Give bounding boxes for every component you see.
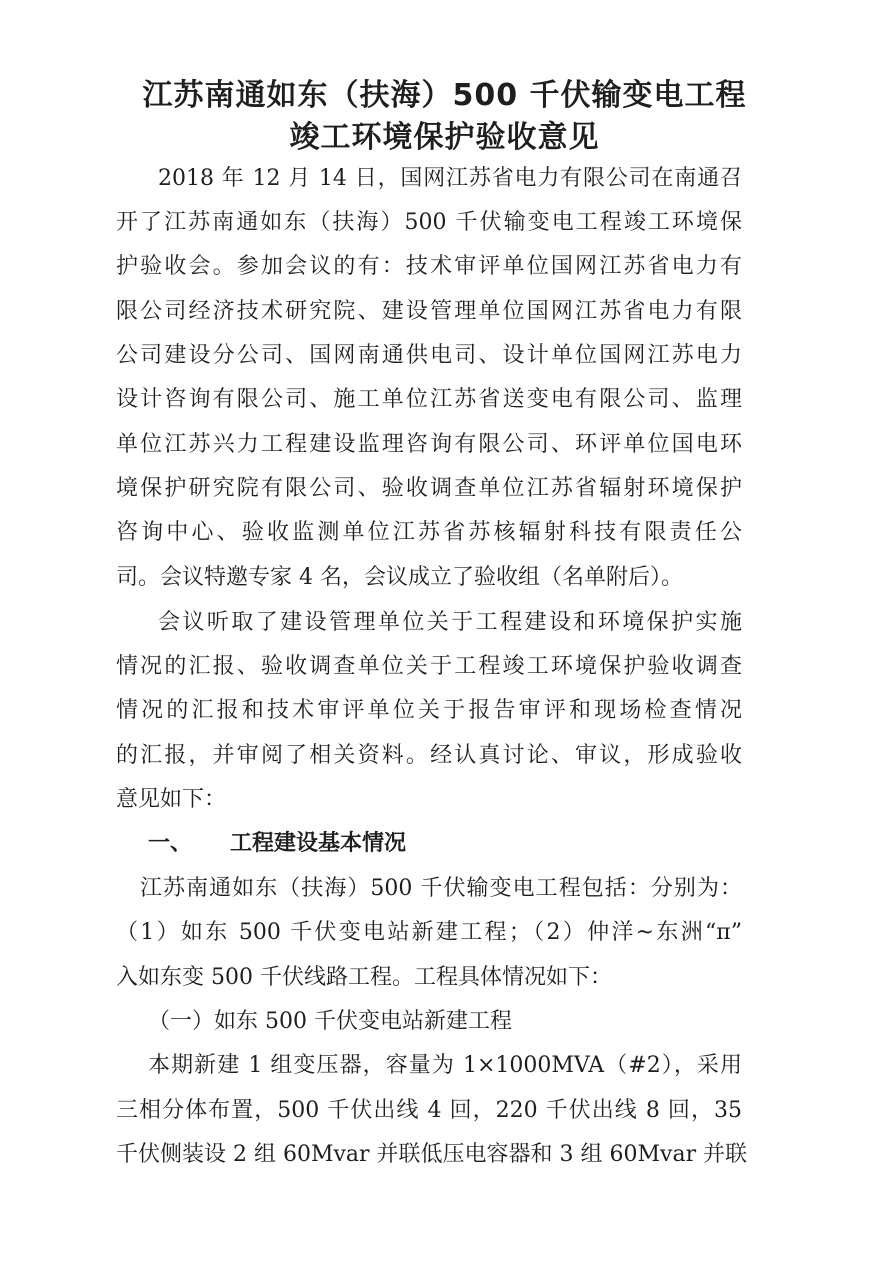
paragraph-line: 司。会议特邀专家 4 名，会议成立了验收组（名单附后）。 [116, 565, 683, 590]
section-number: 一、 [148, 831, 193, 856]
paragraph-line: 入如东变 500 千伏线路工程。工程具体情况如下： [116, 965, 612, 990]
paragraph-line: 开了江苏南通如东（扶海）500 千伏输变电工程竣工环境保 [116, 210, 742, 235]
document-title-line-2: 竣工环境保护验收意见 [289, 120, 600, 155]
paragraph-line: 境保护研究院有限公司、验收调查单位江苏省辐射环境保护 [116, 476, 742, 501]
paragraph-line: 千伏侧装设 2 组 60Mvar 并联低压电容器和 3 组 60Mvar 并联 [116, 1142, 748, 1167]
paragraph-line: 江苏南通如东（扶海）500 千伏输变电工程包括：分别为： [140, 876, 742, 901]
paragraph-line: 单位江苏兴力工程建设监理咨询有限公司、环评单位国电环 [116, 432, 742, 457]
paragraph-line: 情况的汇报、验收调查单位关于工程竣工环境保护验收调查 [116, 654, 742, 679]
paragraph-line: 限公司经济技术研究院、建设管理单位国网江苏省电力有限 [116, 299, 742, 324]
paragraph-line: 意见如下： [116, 787, 227, 812]
paragraph-line: 的汇报，并审阅了相关资料。经认真讨论、审议，形成验收 [116, 743, 742, 768]
paragraph-line: （1）如东 500 千伏变电站新建工程；（2）仲洋~东洲“π” [116, 920, 742, 945]
paragraph-line: 咨询中心、验收监测单位江苏省苏核辐射科技有限责任公 [116, 520, 742, 545]
document-title-line-1: 江苏南通如东（扶海）500 千伏输变电工程 [142, 78, 747, 113]
paragraph-line: 2018 年 12 月 14 日，国网江苏省电力有限公司在南通召 [158, 166, 742, 191]
section-title: 工程建设基本情况 [230, 831, 407, 856]
section-heading [148, 829, 406, 859]
paragraph-line: 公司建设分公司、国网南通供电司、设计单位国网江苏电力 [116, 343, 742, 368]
paragraph-line: 护验收会。参加会议的有：技术审评单位国网江苏省电力有 [116, 254, 742, 279]
subsection-heading: （一）如东 500 千伏变电站新建工程 [148, 1009, 512, 1034]
paragraph-line: 情况的汇报和技术审评单位关于报告审评和现场检查情况 [116, 698, 742, 723]
paragraph-line: 会议听取了建设管理单位关于工程建设和环境保护实施 [158, 610, 742, 635]
paragraph-line: 设计咨询有限公司、施工单位江苏省送变电有限公司、监理 [116, 387, 742, 412]
paragraph-line: 三相分体布置，500 千伏出线 4 回，220 千伏出线 8 回，35 [116, 1098, 742, 1123]
paragraph-line: 本期新建 1 组变压器，容量为 1×1000MVA（#2），采用 [148, 1053, 742, 1078]
